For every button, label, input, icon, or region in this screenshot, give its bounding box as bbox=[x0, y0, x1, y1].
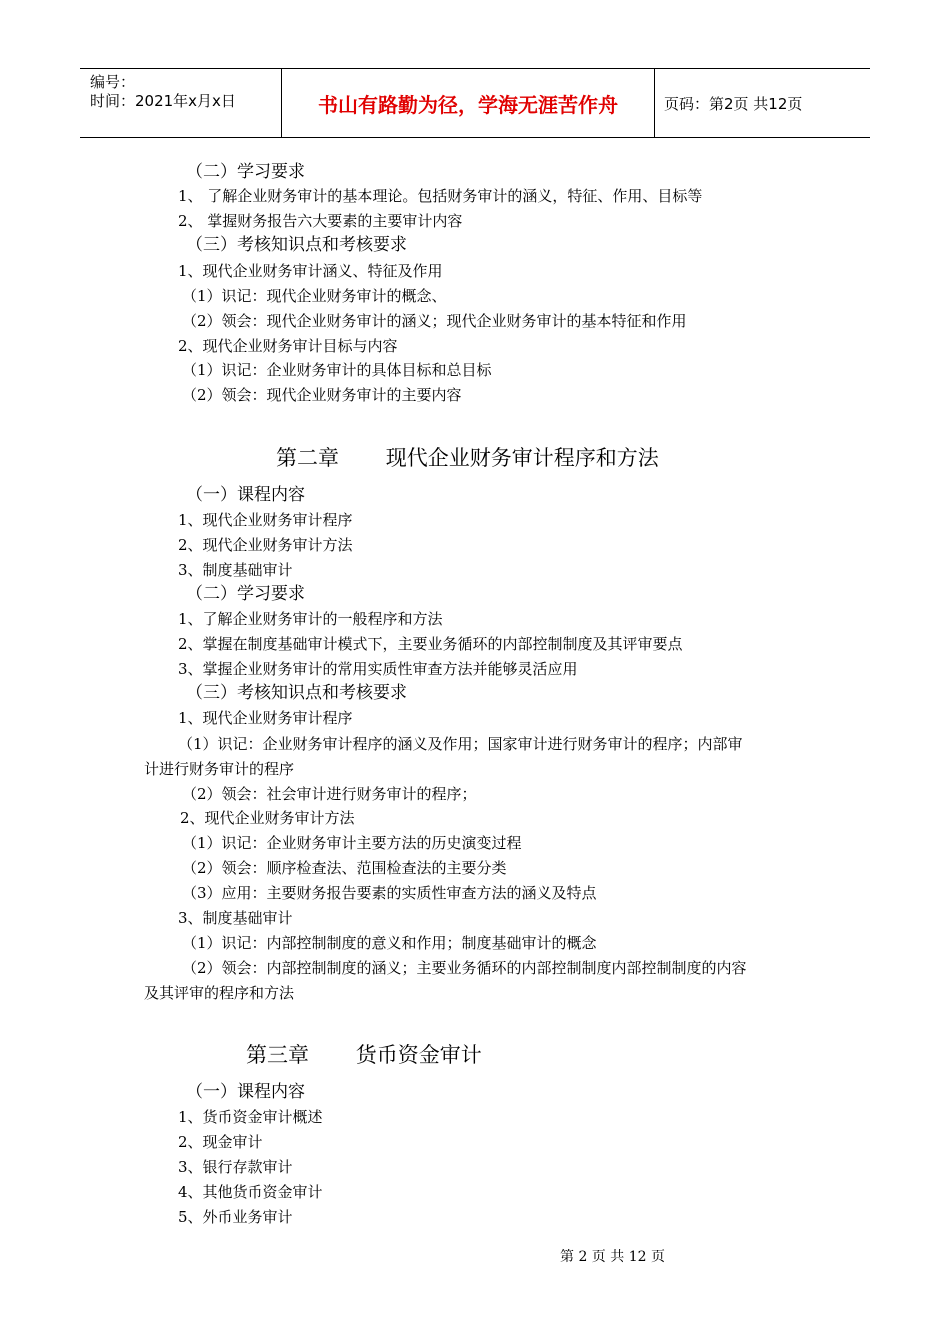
header-meta-cell bbox=[80, 69, 282, 137]
chapter-title: 第二章 现代企业财务审计程序和方法 bbox=[276, 446, 659, 470]
list-item: （2）领会：顺序检查法、范围检查法的主要分类 bbox=[182, 859, 507, 877]
list-item: 3、掌握企业财务审计的常用实质性审查方法并能够灵活应用 bbox=[178, 660, 578, 678]
list-item: 1、货币资金审计概述 bbox=[178, 1108, 323, 1126]
list-item: 4、其他货币资金审计 bbox=[178, 1183, 323, 1201]
list-item: 3、制度基础审计 bbox=[178, 909, 293, 927]
list-item: 2、现代企业财务审计目标与内容 bbox=[178, 337, 398, 355]
list-item: 2、现代企业财务审计方法 bbox=[180, 809, 355, 827]
list-item: 2、现金审计 bbox=[178, 1133, 263, 1151]
list-item: 2、 掌握财务报告六大要素的主要审计内容 bbox=[178, 212, 463, 230]
list-item: （1）识记：企业财务审计主要方法的历史演变过程 bbox=[182, 834, 522, 852]
list-item: （1）识记：内部控制制度的意义和作用；制度基础审计的概念 bbox=[182, 934, 597, 952]
list-item: 1、现代企业财务审计程序 bbox=[178, 709, 353, 727]
list-item: 3、制度基础审计 bbox=[178, 561, 293, 579]
section-heading: （一）课程内容 bbox=[186, 485, 305, 505]
section-heading: （二）学习要求 bbox=[186, 584, 305, 604]
number-label: 编号： bbox=[90, 73, 136, 91]
time-label: 时间：2021年x月x日 bbox=[90, 92, 236, 110]
list-item: （2）领会：内部控制制度的涵义；主要业务循环的内部控制制度内部控制制度的内容 bbox=[182, 959, 747, 977]
section-heading: （一）课程内容 bbox=[186, 1082, 305, 1102]
list-item: 1、了解企业财务审计的一般程序和方法 bbox=[178, 610, 443, 628]
list-item: （1）识记：现代企业财务审计的概念、 bbox=[182, 287, 447, 305]
list-item: （3）应用：主要财务报告要素的实质性审查方法的涵义及特点 bbox=[182, 884, 597, 902]
list-item: 5、外币业务审计 bbox=[178, 1208, 293, 1226]
chapter-title: 第三章 货币资金审计 bbox=[246, 1043, 482, 1067]
list-item: （2）领会：现代企业财务审计的主要内容 bbox=[182, 386, 462, 404]
page-header-table bbox=[80, 68, 870, 138]
section-heading: （二）学习要求 bbox=[186, 162, 305, 182]
list-item: 2、掌握在制度基础审计模式下，主要业务循环的内部控制制度及其评审要点 bbox=[178, 635, 683, 653]
list-item: （1）识记：企业财务审计程序的涵义及作用；国家审计进行财务审计的程序；内部审 bbox=[178, 735, 743, 753]
list-item: （2）领会：现代企业财务审计的涵义；现代企业财务审计的基本特征和作用 bbox=[182, 312, 687, 330]
header-page-info: 页码：第2页 共12页 bbox=[664, 94, 803, 113]
list-item: 1、现代企业财务审计涵义、特征及作用 bbox=[178, 262, 443, 280]
section-heading: （三）考核知识点和考核要求 bbox=[186, 683, 407, 703]
header-motto: 书山有路勤为径，学海无涯苦作舟 bbox=[282, 69, 655, 137]
list-item: 1、 了解企业财务审计的基本理论。包括财务审计的涵义，特征、作用、目标等 bbox=[178, 187, 703, 205]
list-item-continuation: 及其评审的程序和方法 bbox=[144, 984, 295, 1002]
list-item: 1、现代企业财务审计程序 bbox=[178, 511, 353, 529]
list-item: （2）领会：社会审计进行财务审计的程序； bbox=[182, 785, 477, 803]
list-item: 2、现代企业财务审计方法 bbox=[178, 536, 353, 554]
page-footer: 第 2 页 共 12 页 bbox=[560, 1249, 665, 1265]
list-item: （1）识记：企业财务审计的具体目标和总目标 bbox=[182, 361, 492, 379]
list-item-continuation: 计进行财务审计的程序 bbox=[144, 760, 295, 778]
list-item: 3、银行存款审计 bbox=[178, 1158, 293, 1176]
section-heading: （三）考核知识点和考核要求 bbox=[186, 235, 407, 255]
